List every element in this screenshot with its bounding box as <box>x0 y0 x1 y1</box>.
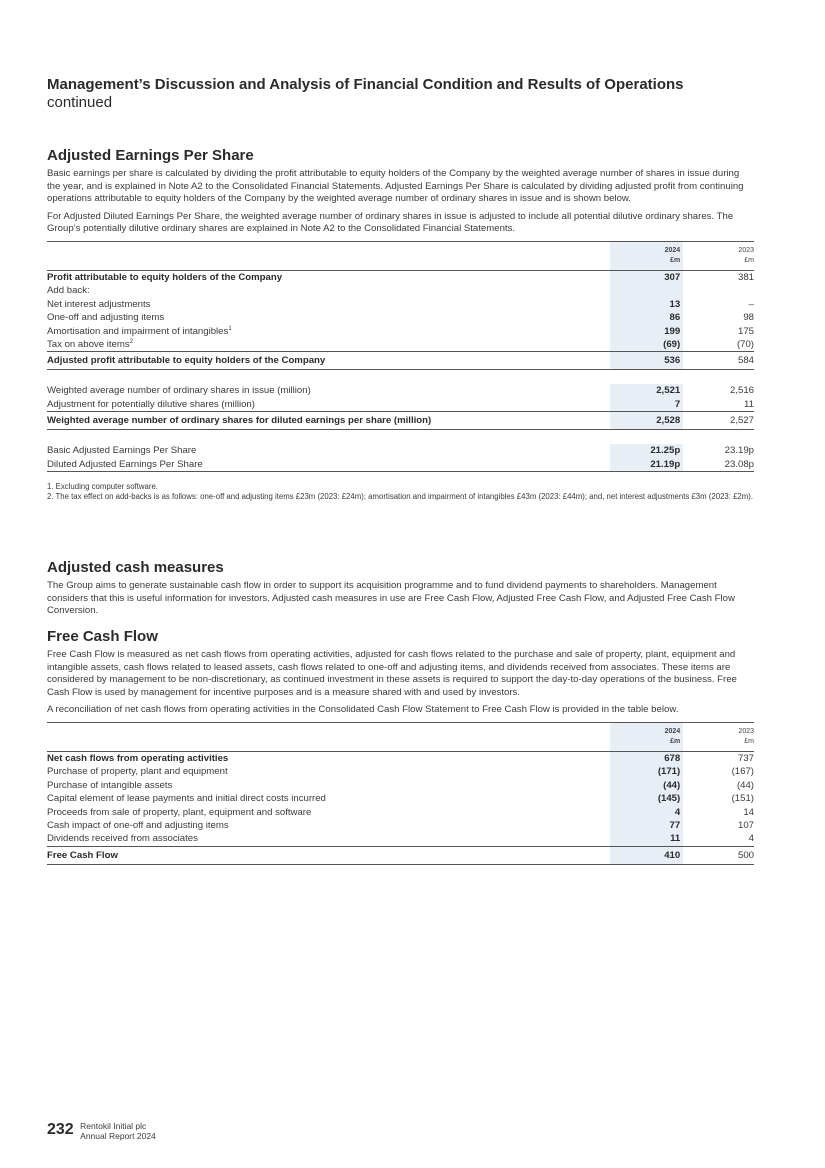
table-row: Diluted Adjusted Earnings Per Share 21.19p 23.08p <box>47 458 754 470</box>
col-2024-header: 2024 £m <box>610 722 683 751</box>
table-row: One-off and adjusting items 86 98 <box>47 312 754 324</box>
table-row: Dividends received from associates 11 4 <box>47 833 754 845</box>
table-row: Net cash flows from operating activities 678 737 <box>47 752 754 764</box>
table-row: Net interest adjustments 13 – <box>47 298 754 310</box>
table-row: Capital element of lease payments and initial direct costs incurred (145) (151) <box>47 793 754 805</box>
acm-heading: Adjusted cash measures <box>47 559 224 576</box>
company-name: Rentokil Initial plc <box>80 1121 147 1131</box>
page-title: Management’s Discussion and Analysis of Financial Condition and Results of Operations <box>47 76 684 93</box>
table-row: Basic Adjusted Earnings Per Share 21.25p 23.19p <box>47 445 754 457</box>
aeps-heading: Adjusted Earnings Per Share <box>47 147 254 164</box>
table-total-row: Free Cash Flow 410 500 <box>47 846 754 864</box>
table-row: Profit attributable to equity holders of the Company 307 381 <box>47 271 754 283</box>
fcf-paragraph-1: Free Cash Flow is measured as net cash flows from operating activities, adjusted for cash flows related to the purchase and sale of property, plant, equipment and intangible assets, cash flows related to leased assets, cash flows related to one-off and adjusting items, and dividends received from associates. These items are considered by management to be non-discretionary, as continued investment in these assets is required to support the day-to-day operations of the business. Free Cash Flow is used by management for incentive purposes and is a measure shared with and used by investors. <box>47 649 737 698</box>
table-row: Cash impact of one-off and adjusting items 77 107 <box>47 820 754 831</box>
aeps-section <box>47 147 754 502</box>
table-row: Purchase of property, plant and equipment (171) (167) <box>47 766 754 778</box>
table-header-row <box>47 241 754 270</box>
table-row: Weighted average number of ordinary shares in issue (million) 2,521 2,516 <box>47 385 754 397</box>
table-row: Adjustment for potentially dilutive shares (million) 7 11 <box>47 398 754 410</box>
col-2023-header: 2023 £m <box>683 722 754 751</box>
footnote-ref: 1 <box>228 325 232 332</box>
fcf-table <box>47 722 754 865</box>
table-total-row: Weighted average number of ordinary shares for diluted earnings per share (million) 2,528 2,527 <box>47 412 754 430</box>
table-row: Tax on above items$^2$ (69) (70) <box>47 338 754 350</box>
fcf-paragraph-2: A reconciliation of net cash flows from operating activities in the Consolidated Cash Flow Statement to Free Cash Flow is provided in the table below. <box>47 704 679 716</box>
report-name: Annual Report 2024 <box>80 1131 156 1141</box>
report-info <box>80 1121 156 1141</box>
table-row: Amortisation and impairment of intangibles$^1$ 199 175 <box>47 325 754 337</box>
aeps-table <box>47 241 754 472</box>
acm-section <box>47 559 754 623</box>
acm-paragraph: The Group aims to generate sustainable cash flow in order to support its acquisition programme and to fund dividend payments to shareholders. Management considers that this is useful information for investors. Adjusted cash measures in use are Free Cash Flow, Adjusted Free Cash Flow, and Adjusted Free Cash Flow Conversion. <box>47 580 735 617</box>
aeps-paragraph-2: For Adjusted Diluted Earnings Per Share, the weighted average number of ordinary shares in issue is adjusted to include all potential dilutive ordinary shares. The Group’s potentially dilutive ordinary shares are explained in Note A2 to the Consolidated Financial Statements. <box>47 210 734 235</box>
footnotes <box>47 482 754 502</box>
page-number: 232 <box>47 1121 74 1138</box>
fcf-heading: Free Cash Flow <box>47 628 158 645</box>
table-header-row <box>47 722 754 751</box>
page-footer <box>47 1121 156 1141</box>
table-row: Add back: <box>47 284 754 297</box>
footnote-2: 2. The tax effect on add-backs is as follows: one-off and adjusting items £23m (2023: £24m); amortisation and impairment of intangibles £43m (2023: £44m); and, net interest adjustments £3m (2023: £2m). <box>47 492 754 502</box>
col-2024-header: 2024 £m <box>610 241 683 270</box>
table-row: Purchase of intangible assets (44) (44) <box>47 779 754 791</box>
footnote-ref: 2 <box>129 338 134 345</box>
table-row: Proceeds from sale of property, plant, equipment and software 4 14 <box>47 806 754 818</box>
table-total-row: Adjusted profit attributable to equity holders of the Company 536 584 <box>47 352 754 370</box>
col-2023-header: 2023 £m <box>683 241 754 270</box>
fcf-section <box>47 628 754 865</box>
page-subtitle: continued <box>47 94 113 111</box>
footnote-1: 1. Excluding computer software. <box>47 482 158 492</box>
aeps-paragraph-1: Basic earnings per share is calculated by dividing the profit attributable to equity holders of the Company by the weighted average number of shares in issue during the year, and is explained in Note A2 to the Consolidated Financial Statements. Adjusted Earnings Per Share is calculated by dividing adjusted profit from continuing operations attributable to equity holders of the Company by the weighted average number of ordinary shares in issue and is shown below. <box>47 168 744 205</box>
